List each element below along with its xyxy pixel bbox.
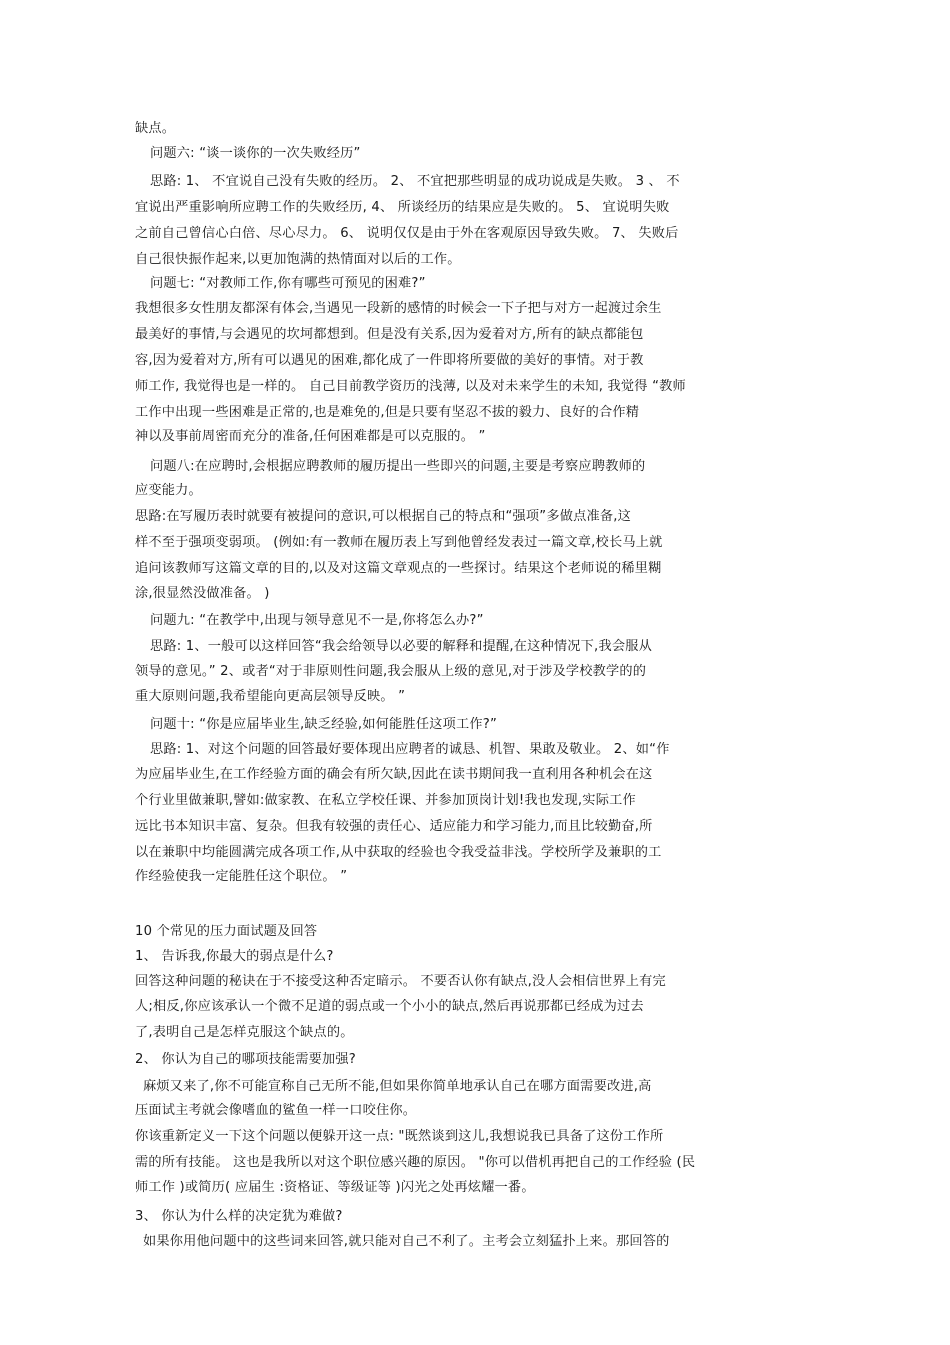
text-line: 思路: 1、对这个问题的回答最好要体现出应聘者的诚恳、机智、果敢及敬业。 2、如“作	[150, 742, 670, 757]
text-line: 需的所有技能。 这也是我所以对这个职位感兴趣的原因。 "你可以借机再把自己的工作经验 (民	[135, 1155, 696, 1170]
text-line: 思路:在写履历表时就要有被提问的意识,可以根据自己的特点和“强项”多做点准备,这	[135, 509, 632, 524]
text-line: 应变能力。	[135, 483, 202, 498]
text-line: 样不至于强项变弱项。 (例如:有一教师在履历表上写到他曾经发表过一篇文章,校长马上就	[135, 535, 663, 550]
list-heading: 1、 告诉我,你最大的弱点是什么?	[135, 949, 334, 964]
text-line: 宜说出严重影响所应聘工作的失败经历, 4、 所谈经历的结果应是失败的。 5、 宜说明失败	[135, 200, 670, 215]
text-line: 作经验使我一定能胜任这个职位。 ”	[135, 869, 348, 884]
text-line: 缺点。	[135, 121, 176, 136]
text-line: 如果你用他问题中的这些词来回答,就只能对自己不利了。主考会立刻猛扑上来。那回答的	[143, 1234, 670, 1249]
question-heading: 问题八:在应聘时,会根据应聘教师的履历提出一些即兴的问题,主要是考察应聘教师的	[150, 459, 646, 474]
text-line: 涂,很显然没做准备。 )	[135, 586, 270, 601]
text-line: 了,表明自己是怎样克服这个缺点的。	[135, 1025, 354, 1040]
text-line: 神以及事前周密而充分的准备,任何困难都是可以克服的。 ”	[135, 429, 486, 444]
question-heading: 问题七: “对教师工作,你有哪些可预见的困难?”	[150, 276, 426, 291]
list-heading: 2、 你认为自己的哪项技能需要加强?	[135, 1052, 356, 1067]
list-heading: 3、 你认为什么样的决定犹为难做?	[135, 1209, 343, 1224]
text-line: 师工作 )或简历( 应届生 :资格证、等级证等 )闪光之处再炫耀一番。	[135, 1180, 535, 1195]
text-line: 人;相反,你应该承认一个微不足道的弱点或一个小小的缺点,然后再说那都已经成为过去	[135, 999, 644, 1014]
text-line: 麻烦又来了,你不可能宣称自己无所不能,但如果你简单地承认自己在哪方面需要改进,高	[143, 1079, 652, 1094]
text-line: 之前自己曾信心白倍、尽心尽力。 6、 说明仅仅是由于外在客观原因导致失败。 7、 失败后	[135, 226, 679, 241]
question-heading: 问题六: “谈一谈你的一次失败经历”	[150, 146, 361, 161]
text-line: 容,因为爱着对方,所有可以遇见的困难,都化成了一件即将所要做的美好的事情。对于教	[135, 353, 644, 368]
text-line: 我想很多女性朋友都深有体会,当遇见一段新的感情的时候会一下子把与对方一起渡过余生	[135, 301, 662, 316]
text-line: 工作中出现一些困难是正常的,也是难免的,但是只要有坚忍不拔的毅力、良好的合作精	[135, 405, 640, 420]
text-line: 为应届毕业生,在工作经验方面的确会有所欠缺,因此在读书期间我一直利用各种机会在这	[135, 767, 653, 782]
text-line: 思路: 1、 不宜说自己没有失败的经历。 2、 不宜把那些明显的成功说成是失败。 3 、 不	[150, 174, 680, 189]
text-line: 自己很快振作起来,以更加饱满的热情面对以后的工作。	[135, 252, 461, 267]
text-line: 以在兼职中均能圆满完成各项工作,从中获取的经验也令我受益非浅。学校所学及兼职的工	[135, 845, 662, 860]
text-line: 你该重新定义一下这个问题以便躲开这一点: "既然谈到这儿,我想说我已具备了这份工作所	[135, 1129, 664, 1144]
text-line: 远比书本知识丰富、复杂。但我有较强的责任心、适应能力和学习能力,而且比较勤奋,所	[135, 819, 653, 834]
text-line: 追问该教师写这篇文章的目的,以及对这篇文章观点的一些探讨。结果这个老师说的稀里糊	[135, 561, 662, 576]
section-heading: 10 个常见的压力面试题及回答	[135, 924, 318, 939]
text-line: 重大原则问题,我希望能向更高层领导反映。 ”	[135, 689, 406, 704]
text-line: 压面试主考就会像嗜血的鲨鱼一样一口咬住你。	[135, 1103, 417, 1118]
text-line: 思路: 1、一般可以这样回答“我会给领导以必要的解释和提醒,在这种情况下,我会服从	[150, 639, 653, 654]
text-line: 回答这种问题的秘诀在于不接受这种否定暗示。 不要否认你有缺点,没人会相信世界上有完	[135, 974, 666, 989]
text-line: 个行业里做兼职,譬如:做家教、在私立学校任课、并参加顶岗计划!我也发现,实际工作	[135, 793, 636, 808]
text-line: 师工作, 我觉得也是一样的。 自己目前教学资历的浅薄, 以及对未来学生的未知, 我觉得 “教师	[135, 379, 686, 394]
question-heading: 问题九: “在教学中,出现与领导意见不一是,你将怎么办?”	[150, 613, 484, 628]
text-line: 领导的意见。” 2、或者“对于非原则性问题,我会服从上级的意见,对于涉及学校教学的的	[135, 664, 647, 679]
text-line: 最美好的事情,与会遇见的坎坷都想到。但是没有关系,因为爱着对方,所有的缺点都能包	[135, 327, 644, 342]
question-heading: 问题十: “你是应届毕业生,缺乏经验,如何能胜任这项工作?”	[150, 717, 497, 732]
